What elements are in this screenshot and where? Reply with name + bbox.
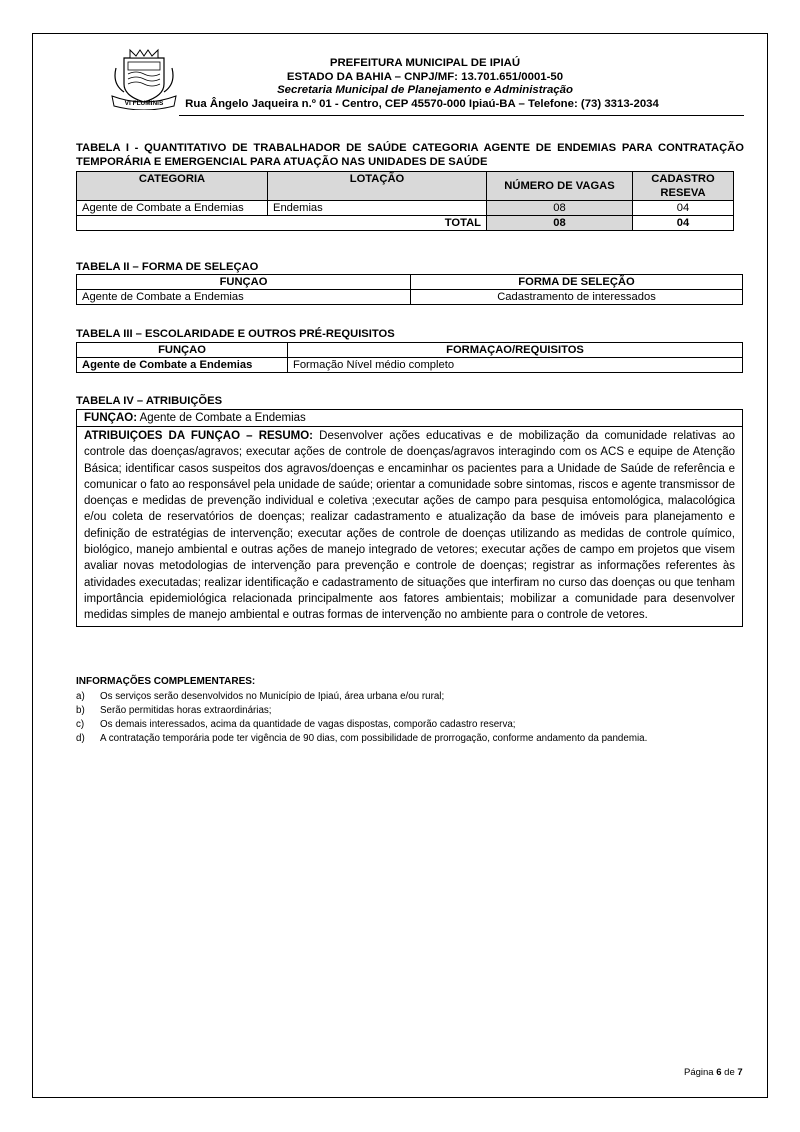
table1-cell-categoria: Agente de Combate a Endemias — [77, 201, 268, 216]
table4-atribuicoes-row — [77, 427, 742, 626]
page-number — [684, 1067, 743, 1078]
info-item-text: Os demais interessados, acima da quantidade de vagas dispostas, comporão cadastro reserva; — [100, 719, 516, 730]
list-item — [76, 718, 647, 732]
table1-header-categoria: CATEGORIA — [77, 172, 268, 201]
page-prefix: Página — [684, 1067, 717, 1078]
table3-cell-funcao: Agente de Combate a Endemias — [77, 358, 288, 373]
table1-total-cadastro: 04 — [633, 216, 734, 231]
table2-title: TABELA II – FORMA DE SELEÇAO — [76, 261, 259, 273]
table2-cell-funcao: Agente de Combate a Endemias — [77, 290, 411, 305]
list-item — [76, 732, 647, 746]
header-institution: PREFEITURA MUNICIPAL DE IPIAÚ — [329, 57, 521, 69]
table4-atribuicoes-text: Desenvolver ações educativas e de mobilização da comunidade relativas ao controle das doenças/agravos; executar ações de controle de doenças/agravos interagindo com os ACS e equipe de Atenção Básica; identificar casos suspeitos dos agravos/doenças e encaminhar os pacientes para a Unidade de Saúde de referência e comunicar o fato ao responsável pela unidade de saúde; orientar a comunidade sobre sintomas, riscos e agente transmissor de doenças e medidas de prevenção individual e coletiva ;executar ações de campo para pesquisa entomológica, malacológica e/ou coleta de reservatórios de doenças; realizar cadastramento e atualização da base de imóveis para planejamento e definição de estratégias de intervenção; executar ações de controle de doenças utilizando as medidas de controle químico, biológico, manejo ambiental e outras ações de manejo integrado de vetores; executar ações de campo em projetos que visem avaliar novas metodologias de intervenção para prevenção e controle de doenças; registrar as informações referentes às atividades executadas; realizar identificação e cadastramento de situações que interfiram no curso das doenças ou que tenham importância epidemiológica relacionada principalmente aos fatores ambientais; mobilizar a comunidade para desenvolver medidas simples de manejo ambiental e outras formas de intervenção no ambiente para o controle de vetores. — [84, 430, 735, 622]
info-item-key: a) — [76, 691, 85, 702]
info-item-key: d) — [76, 733, 85, 744]
table4-title: TABELA IV – ATRIBUIÇÕES — [76, 395, 223, 407]
info-item-text: A contratação temporária pode ter vigência de 90 dias, com possibilidade de prorrogação, conforme andamento da pandemia. — [100, 733, 648, 744]
table3-title: TABELA III – ESCOLARIDADE E OUTROS PRÉ-REQUISITOS — [76, 328, 395, 340]
page-total: 7 — [737, 1067, 743, 1078]
table2-cell-forma: Cadastramento de interessados — [411, 290, 743, 305]
header-address: Rua Ângelo Jaqueira n.º 01 - Centro, CEP 45570-000 Ipiaú-BA – Telefone: (73) 3313-2034 — [185, 97, 659, 110]
table1-total-label: TOTAL — [77, 216, 487, 231]
table1-header-cadastro: CADASTRO RESEVA — [633, 172, 734, 201]
header-state-cnpj: ESTADO DA BAHIA – CNPJ/MF: 13.701.651/0001-50 — [286, 70, 564, 83]
table-row — [77, 201, 734, 216]
table3-cell-formacao: Formação Nível médio completo — [288, 358, 743, 373]
table2-header-funcao: FUNÇAO — [77, 275, 411, 290]
table4-funcao-value: Agente de Combate a Endemias — [139, 412, 306, 424]
table4-funcao-row — [77, 410, 742, 427]
header-secretariat: Secretaria Municipal de Planejamento e Administração — [277, 84, 573, 97]
table3-header-formacao: FORMAÇAO/REQUISITOS — [288, 343, 743, 358]
list-item — [76, 690, 647, 704]
municipal-crest-logo — [110, 48, 178, 110]
header-divider — [179, 115, 744, 116]
table3 — [76, 342, 743, 373]
info-list — [76, 690, 647, 746]
table1-header-vagas: NÚMERO DE VAGAS — [487, 172, 633, 201]
table1-cell-lotacao: Endemias — [268, 201, 487, 216]
table4-funcao-label: FUNÇAO: — [84, 412, 138, 424]
table4-atribuicoes-label: ATRIBUIÇOES DA FUNÇAO – RESUMO: — [84, 430, 314, 442]
table1-header-lotacao: LOTAÇÃO — [268, 172, 487, 201]
table2-header-forma: FORMA DE SELEÇÃO — [411, 275, 743, 290]
table1-title-line1: TABELA I - QUANTITATIVO DE TRABALHADOR DE SAÚDE CATEGORIA AGENTE DE ENDEMIAS PARA CONTRATAÇÃO — [76, 142, 744, 154]
table1-total-vagas: 08 — [487, 216, 633, 231]
page-current: 6 — [716, 1067, 722, 1078]
info-title: INFORMAÇÕES COMPLEMENTARES: — [76, 676, 256, 687]
table-row — [77, 358, 743, 373]
info-item-key: c) — [76, 719, 85, 730]
document-header — [180, 57, 670, 111]
table1-cell-cadastro: 04 — [633, 201, 734, 216]
info-item-key: b) — [76, 705, 85, 716]
table2 — [76, 274, 743, 305]
table-row — [77, 290, 743, 305]
table1 — [76, 171, 734, 231]
table4 — [76, 409, 743, 627]
table1-title-line2: TEMPORÁRIA E EMERGENCIAL PARA ATUAÇÃO NAS UNIDADES DE SAÚDE — [76, 156, 488, 168]
table3-header-funcao: FUNÇAO — [77, 343, 288, 358]
svg-text:VI FLUMINIS: VI FLUMINIS — [124, 100, 164, 107]
list-item — [76, 704, 647, 718]
page-mid: de — [721, 1067, 738, 1078]
info-item-text: Serão permitidas horas extraordinárias; — [100, 705, 272, 716]
info-item-text: Os serviços serão desenvolvidos no Município de Ipiaú, área urbana e/ou rural; — [100, 691, 445, 702]
table1-total-row — [77, 216, 734, 231]
table1-cell-vagas: 08 — [487, 201, 633, 216]
